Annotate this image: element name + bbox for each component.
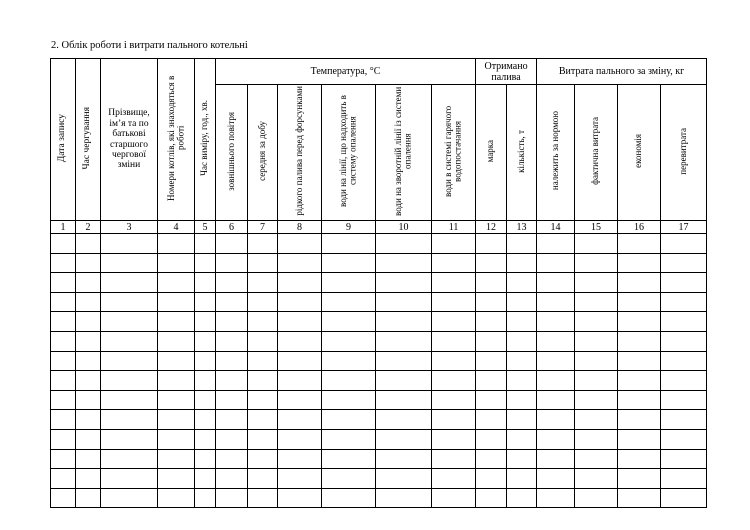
form-title: 2. Облік роботи і витрати пального котельні xyxy=(51,40,248,51)
table-cell[interactable] xyxy=(661,429,707,449)
table-cell[interactable] xyxy=(101,488,158,508)
table-cell[interactable] xyxy=(376,351,432,371)
table-cell[interactable] xyxy=(537,253,575,273)
table-cell[interactable] xyxy=(101,410,158,430)
table-cell[interactable] xyxy=(101,312,158,332)
table-cell[interactable] xyxy=(51,273,76,293)
table-cell[interactable] xyxy=(195,488,216,508)
header-consumption-group: Витрата пального за зміну, кг xyxy=(537,59,707,85)
table-cell[interactable] xyxy=(278,390,322,410)
table-cell[interactable] xyxy=(195,273,216,293)
column-number: 4 xyxy=(158,221,195,234)
table-cell[interactable] xyxy=(432,331,476,351)
table-cell[interactable] xyxy=(51,292,76,312)
header-date: Дата запису xyxy=(51,59,76,221)
table-cell[interactable] xyxy=(51,371,76,391)
table-cell[interactable] xyxy=(195,292,216,312)
table-cell[interactable] xyxy=(101,351,158,371)
table-cell[interactable] xyxy=(76,410,101,430)
table-cell[interactable] xyxy=(476,312,507,332)
table-cell[interactable] xyxy=(618,292,661,312)
table-cell[interactable] xyxy=(575,234,618,254)
table-cell[interactable] xyxy=(216,273,248,293)
table-cell[interactable] xyxy=(476,351,507,371)
table-cell[interactable] xyxy=(195,429,216,449)
table-cell[interactable] xyxy=(618,488,661,508)
table-row xyxy=(51,234,707,254)
table-cell[interactable] xyxy=(322,253,376,273)
table-cell[interactable] xyxy=(575,488,618,508)
header-shift-time: Час чергування xyxy=(76,59,101,221)
table-row xyxy=(51,488,707,508)
table-cell[interactable] xyxy=(216,331,248,351)
table-cell[interactable] xyxy=(278,469,322,489)
table-cell[interactable] xyxy=(101,469,158,489)
table-cell[interactable] xyxy=(101,273,158,293)
table-cell[interactable] xyxy=(376,234,432,254)
table-cell[interactable] xyxy=(278,253,322,273)
table-cell[interactable] xyxy=(537,273,575,293)
column-number: 10 xyxy=(376,221,432,234)
table-cell[interactable] xyxy=(101,234,158,254)
table-cell[interactable] xyxy=(432,292,476,312)
table-cell[interactable] xyxy=(248,331,278,351)
table-cell[interactable] xyxy=(507,488,537,508)
table-cell[interactable] xyxy=(158,253,195,273)
table-cell[interactable] xyxy=(51,449,76,469)
table-cell[interactable] xyxy=(278,273,322,293)
table-cell[interactable] xyxy=(432,234,476,254)
table-cell[interactable] xyxy=(216,429,248,449)
table-cell[interactable] xyxy=(322,312,376,332)
table-cell[interactable] xyxy=(575,292,618,312)
table-cell[interactable] xyxy=(322,292,376,312)
table-cell[interactable] xyxy=(537,331,575,351)
table-cell[interactable] xyxy=(278,488,322,508)
table-cell[interactable] xyxy=(51,253,76,273)
table-cell[interactable] xyxy=(51,312,76,332)
table-cell[interactable] xyxy=(661,371,707,391)
table-cell[interactable] xyxy=(248,449,278,469)
table-cell[interactable] xyxy=(507,234,537,254)
table-cell[interactable] xyxy=(195,371,216,391)
table-cell[interactable] xyxy=(432,488,476,508)
table-cell[interactable] xyxy=(76,449,101,469)
table-cell[interactable] xyxy=(248,273,278,293)
table-cell[interactable] xyxy=(537,429,575,449)
table-cell[interactable] xyxy=(507,429,537,449)
table-cell[interactable] xyxy=(322,410,376,430)
table-cell[interactable] xyxy=(507,371,537,391)
table-cell[interactable] xyxy=(537,312,575,332)
header-economy: економія xyxy=(618,85,661,221)
table-cell[interactable] xyxy=(158,273,195,293)
table-cell[interactable] xyxy=(322,488,376,508)
header-temp-hotwater: води в системі гарячого водопостачання xyxy=(432,85,476,221)
table-cell[interactable] xyxy=(101,253,158,273)
table-cell[interactable] xyxy=(618,273,661,293)
table-cell[interactable] xyxy=(76,429,101,449)
table-cell[interactable] xyxy=(248,429,278,449)
table-cell[interactable] xyxy=(661,351,707,371)
table-cell[interactable] xyxy=(248,292,278,312)
table-cell[interactable] xyxy=(575,331,618,351)
header-temp-fuel: рідкого палива перед форсунками xyxy=(278,85,322,221)
table-cell[interactable] xyxy=(376,273,432,293)
table-cell[interactable] xyxy=(248,312,278,332)
table-cell[interactable] xyxy=(661,449,707,469)
table-cell[interactable] xyxy=(216,351,248,371)
table-cell[interactable] xyxy=(101,449,158,469)
table-cell[interactable] xyxy=(376,371,432,391)
column-number: 17 xyxy=(661,221,707,234)
table-cell[interactable] xyxy=(195,390,216,410)
table-cell[interactable] xyxy=(158,234,195,254)
table-cell[interactable] xyxy=(278,292,322,312)
table-cell[interactable] xyxy=(575,469,618,489)
table-cell[interactable] xyxy=(322,371,376,391)
table-cell[interactable] xyxy=(618,390,661,410)
table-cell[interactable] xyxy=(476,292,507,312)
table-cell[interactable] xyxy=(432,273,476,293)
table-cell[interactable] xyxy=(661,273,707,293)
table-row xyxy=(51,253,707,273)
column-number: 6 xyxy=(216,221,248,234)
table-cell[interactable] xyxy=(76,351,101,371)
table-cell[interactable] xyxy=(158,429,195,449)
table-cell[interactable] xyxy=(158,312,195,332)
table-row xyxy=(51,312,707,332)
table-cell[interactable] xyxy=(158,351,195,371)
table-cell[interactable] xyxy=(195,253,216,273)
table-cell[interactable] xyxy=(158,449,195,469)
table-cell[interactable] xyxy=(618,253,661,273)
table-cell[interactable] xyxy=(575,449,618,469)
table-cell[interactable] xyxy=(476,449,507,469)
table-cell[interactable] xyxy=(575,371,618,391)
table-cell[interactable] xyxy=(432,390,476,410)
table-cell[interactable] xyxy=(51,331,76,351)
table-cell[interactable] xyxy=(278,312,322,332)
table-cell[interactable] xyxy=(575,390,618,410)
table-cell[interactable] xyxy=(537,234,575,254)
table-cell[interactable] xyxy=(507,390,537,410)
table-cell[interactable] xyxy=(248,390,278,410)
table-cell[interactable] xyxy=(216,410,248,430)
column-number: 13 xyxy=(507,221,537,234)
table-cell[interactable] xyxy=(248,351,278,371)
table-row xyxy=(51,390,707,410)
table-cell[interactable] xyxy=(432,429,476,449)
table-cell[interactable] xyxy=(195,234,216,254)
table-cell[interactable] xyxy=(76,331,101,351)
table-cell[interactable] xyxy=(216,371,248,391)
table-cell[interactable] xyxy=(51,469,76,489)
table-cell[interactable] xyxy=(661,390,707,410)
header-temp-outside: зовнішнього повітря xyxy=(216,85,248,221)
column-number-row xyxy=(51,221,707,234)
table-cell[interactable] xyxy=(661,253,707,273)
table-cell[interactable] xyxy=(195,449,216,469)
table-cell[interactable] xyxy=(661,410,707,430)
table-cell[interactable] xyxy=(76,371,101,391)
column-number: 3 xyxy=(101,221,158,234)
table-cell[interactable] xyxy=(322,331,376,351)
table-cell[interactable] xyxy=(476,273,507,293)
table-cell[interactable] xyxy=(216,292,248,312)
table-row xyxy=(51,273,707,293)
table-cell[interactable] xyxy=(618,351,661,371)
table-cell[interactable] xyxy=(476,390,507,410)
table-cell[interactable] xyxy=(476,234,507,254)
table-cell[interactable] xyxy=(216,390,248,410)
table-cell[interactable] xyxy=(51,429,76,449)
table-row xyxy=(51,351,707,371)
table-cell[interactable] xyxy=(661,331,707,351)
table-cell[interactable] xyxy=(476,429,507,449)
table-row xyxy=(51,469,707,489)
table-cell[interactable] xyxy=(195,410,216,430)
table-cell[interactable] xyxy=(76,292,101,312)
table-cell[interactable] xyxy=(618,410,661,430)
table-cell[interactable] xyxy=(661,312,707,332)
table-cell[interactable] xyxy=(278,331,322,351)
table-cell[interactable] xyxy=(507,273,537,293)
table-cell[interactable] xyxy=(376,390,432,410)
table-cell[interactable] xyxy=(376,312,432,332)
table-cell[interactable] xyxy=(195,312,216,332)
table-cell[interactable] xyxy=(195,331,216,351)
column-number: 14 xyxy=(537,221,575,234)
table-cell[interactable] xyxy=(432,253,476,273)
table-cell[interactable] xyxy=(376,410,432,430)
header-overuse: перевитрата xyxy=(661,85,707,221)
table-cell[interactable] xyxy=(507,469,537,489)
table-cell[interactable] xyxy=(537,390,575,410)
table-cell[interactable] xyxy=(158,469,195,489)
header-name: Прізвище, ім’я та по батькові старшого чергової зміни xyxy=(101,59,158,221)
column-number: 16 xyxy=(618,221,661,234)
table-cell[interactable] xyxy=(376,449,432,469)
table-cell[interactable] xyxy=(432,469,476,489)
table-cell[interactable] xyxy=(661,469,707,489)
table-cell[interactable] xyxy=(537,292,575,312)
table-cell[interactable] xyxy=(537,410,575,430)
table-cell[interactable] xyxy=(618,234,661,254)
table-cell[interactable] xyxy=(661,234,707,254)
header-fuel-brand: марка xyxy=(476,85,507,221)
table-cell[interactable] xyxy=(575,410,618,430)
table-cell[interactable] xyxy=(476,488,507,508)
table-cell[interactable] xyxy=(101,331,158,351)
table-cell[interactable] xyxy=(51,234,76,254)
header-norm: належить за нормою xyxy=(537,85,575,221)
table-cell[interactable] xyxy=(575,253,618,273)
table-cell[interactable] xyxy=(278,351,322,371)
header-temp-return: води на зворотній лінії із системи опалення xyxy=(376,85,432,221)
column-number: 12 xyxy=(476,221,507,234)
table-cell[interactable] xyxy=(216,488,248,508)
table-cell[interactable] xyxy=(432,312,476,332)
table-cell[interactable] xyxy=(537,371,575,391)
table-cell[interactable] xyxy=(507,410,537,430)
table-cell[interactable] xyxy=(76,390,101,410)
table-cell[interactable] xyxy=(537,488,575,508)
table-cell[interactable] xyxy=(476,331,507,351)
table-cell[interactable] xyxy=(661,488,707,508)
table-cell[interactable] xyxy=(432,449,476,469)
table-cell[interactable] xyxy=(575,312,618,332)
table-cell[interactable] xyxy=(76,253,101,273)
table-cell[interactable] xyxy=(76,469,101,489)
table-cell[interactable] xyxy=(661,292,707,312)
column-number: 2 xyxy=(76,221,101,234)
table-cell[interactable] xyxy=(537,351,575,371)
table-cell[interactable] xyxy=(51,410,76,430)
table-cell[interactable] xyxy=(101,429,158,449)
table-cell[interactable] xyxy=(158,292,195,312)
table-cell[interactable] xyxy=(101,292,158,312)
table-cell[interactable] xyxy=(76,312,101,332)
table-cell[interactable] xyxy=(537,449,575,469)
table-cell[interactable] xyxy=(537,469,575,489)
table-cell[interactable] xyxy=(76,234,101,254)
header-boilers: Номери котлів, які знаходяться в роботі xyxy=(158,59,195,221)
empty-entry-rows xyxy=(51,234,707,508)
table-cell[interactable] xyxy=(507,449,537,469)
table-cell[interactable] xyxy=(51,390,76,410)
table-cell[interactable] xyxy=(376,253,432,273)
table-cell[interactable] xyxy=(248,371,278,391)
table-cell[interactable] xyxy=(322,351,376,371)
header-temp-supply: води на лінії, що надходить в систему опалення xyxy=(322,85,376,221)
table-cell[interactable] xyxy=(51,488,76,508)
table-cell[interactable] xyxy=(432,351,476,371)
table-cell[interactable] xyxy=(376,469,432,489)
table-cell[interactable] xyxy=(322,390,376,410)
column-number: 8 xyxy=(278,221,322,234)
table-cell[interactable] xyxy=(376,429,432,449)
column-number: 7 xyxy=(248,221,278,234)
table-cell[interactable] xyxy=(322,449,376,469)
table-cell[interactable] xyxy=(322,234,376,254)
column-number: 5 xyxy=(195,221,216,234)
table-cell[interactable] xyxy=(507,331,537,351)
table-cell[interactable] xyxy=(195,469,216,489)
table-row xyxy=(51,429,707,449)
table-cell[interactable] xyxy=(432,371,476,391)
table-cell[interactable] xyxy=(216,449,248,469)
table-cell[interactable] xyxy=(101,371,158,391)
table-cell[interactable] xyxy=(476,469,507,489)
table-cell[interactable] xyxy=(476,410,507,430)
table-cell[interactable] xyxy=(216,469,248,489)
table-cell[interactable] xyxy=(101,390,158,410)
table-cell[interactable] xyxy=(575,429,618,449)
table-row xyxy=(51,449,707,469)
header-temperature-group: Температура, °С xyxy=(216,59,476,85)
table-cell[interactable] xyxy=(507,253,537,273)
table-cell[interactable] xyxy=(248,234,278,254)
table-row xyxy=(51,292,707,312)
table-row xyxy=(51,331,707,351)
table-cell[interactable] xyxy=(476,253,507,273)
table-cell[interactable] xyxy=(322,429,376,449)
boiler-log-table xyxy=(50,58,707,508)
table-cell[interactable] xyxy=(216,312,248,332)
header-temp-avg: середня за добу xyxy=(248,85,278,221)
table-cell[interactable] xyxy=(158,331,195,351)
table-cell[interactable] xyxy=(575,273,618,293)
table-cell[interactable] xyxy=(248,410,278,430)
header-actual: фактична витрата xyxy=(575,85,618,221)
table-cell[interactable] xyxy=(618,469,661,489)
table-cell[interactable] xyxy=(618,449,661,469)
table-cell[interactable] xyxy=(158,488,195,508)
table-cell[interactable] xyxy=(248,488,278,508)
table-cell[interactable] xyxy=(216,234,248,254)
table-cell[interactable] xyxy=(322,469,376,489)
table-cell[interactable] xyxy=(432,410,476,430)
column-number: 9 xyxy=(322,221,376,234)
table-cell[interactable] xyxy=(618,331,661,351)
table-cell[interactable] xyxy=(158,390,195,410)
table-cell[interactable] xyxy=(195,351,216,371)
table-cell[interactable] xyxy=(618,429,661,449)
table-cell[interactable] xyxy=(476,371,507,391)
table-cell[interactable] xyxy=(76,273,101,293)
table-cell[interactable] xyxy=(618,312,661,332)
table-cell[interactable] xyxy=(507,351,537,371)
table-cell[interactable] xyxy=(322,273,376,293)
table-cell[interactable] xyxy=(76,488,101,508)
header-received-group: Отримано палива xyxy=(476,59,537,85)
column-number: 11 xyxy=(432,221,476,234)
table-cell[interactable] xyxy=(248,253,278,273)
table-cell[interactable] xyxy=(278,429,322,449)
table-cell[interactable] xyxy=(507,292,537,312)
table-cell[interactable] xyxy=(278,234,322,254)
table-row xyxy=(51,410,707,430)
table-cell[interactable] xyxy=(248,469,278,489)
table-cell[interactable] xyxy=(376,292,432,312)
table-cell[interactable] xyxy=(51,351,76,371)
table-cell[interactable] xyxy=(376,488,432,508)
table-cell[interactable] xyxy=(278,449,322,469)
table-cell[interactable] xyxy=(278,371,322,391)
table-cell[interactable] xyxy=(507,312,537,332)
table-cell[interactable] xyxy=(376,331,432,351)
table-row xyxy=(51,371,707,391)
table-cell[interactable] xyxy=(158,371,195,391)
column-number: 15 xyxy=(575,221,618,234)
table-cell[interactable] xyxy=(618,371,661,391)
table-cell[interactable] xyxy=(216,253,248,273)
table-cell[interactable] xyxy=(575,351,618,371)
column-number: 1 xyxy=(51,221,76,234)
table-cell[interactable] xyxy=(278,410,322,430)
header-fuel-amount: кількість, т xyxy=(507,85,537,221)
table-cell[interactable] xyxy=(158,410,195,430)
header-measure-time: Час виміру, год., хв. xyxy=(195,59,216,221)
